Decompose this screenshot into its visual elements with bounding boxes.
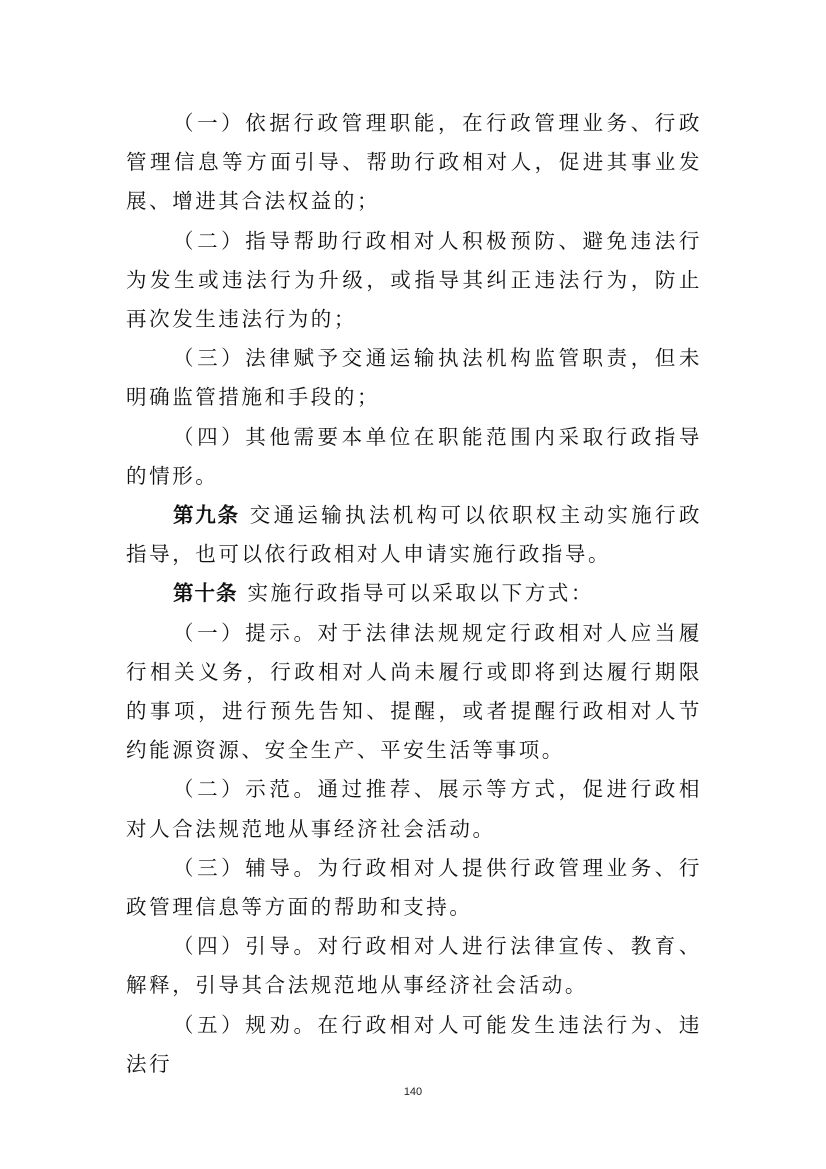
paragraph-clause-1: （一）依据行政管理职能，在行政管理业务、行政管理信息等方面引导、帮助行政相对人，促进其事业发展、增进其合法权益的； — [126, 111, 702, 214]
paragraph-clause-4: （四）其他需要本单位在职能范围内采取行政指导的情形。 — [126, 424, 702, 488]
paragraph-method-tutoring: （三）辅导。为行政相对人提供行政管理业务、行政管理信息等方面的帮助和支持。 — [126, 855, 702, 920]
document-body — [126, 104, 702, 1084]
paragraph-article-9: 第九条 交通运输执法机构可以依职权主动实施行政指导，也可以依行政相对人申请实施行政指导。 — [126, 503, 702, 567]
paragraph-article-10: 第十条 实施行政指导可以采取以下方式： — [173, 581, 594, 606]
article-label: 第九条 — [173, 503, 240, 528]
paragraph-clause-3: （三）法律赋予交通运输执法机构监管职责，但未明确监管措施和手段的； — [126, 346, 702, 410]
paragraph-method-prompt: （一）提示。对于法律法规规定行政相对人应当履行相关义务，行政相对人尚未履行或即将到达履行期限的事项，进行预先告知、提醒，或者提醒行政相对人节约能源资源、安全生产、平安生活等事项。 — [126, 620, 702, 763]
article-label: 第十条 — [173, 581, 238, 606]
paragraph-method-demonstration: （二）示范。通过推荐、展示等方式，促进行政相对人合法规范地从事经济社会活动。 — [126, 777, 702, 841]
paragraph-method-admonition: （五）规劝。在行政相对人可能发生违法行为、违法行 — [126, 1012, 702, 1076]
paragraph-method-guidance: （四）引导。对行政相对人进行法律宣传、教育、解释，引导其合法规范地从事经济社会活动。 — [126, 934, 702, 998]
paragraph-clause-2: （二）指导帮助行政相对人积极预防、避免违法行为发生或违法行为升级，或指导其纠正违法行为，防止再次发生违法行为的； — [126, 228, 702, 332]
page-number: 140 — [403, 1086, 423, 1098]
